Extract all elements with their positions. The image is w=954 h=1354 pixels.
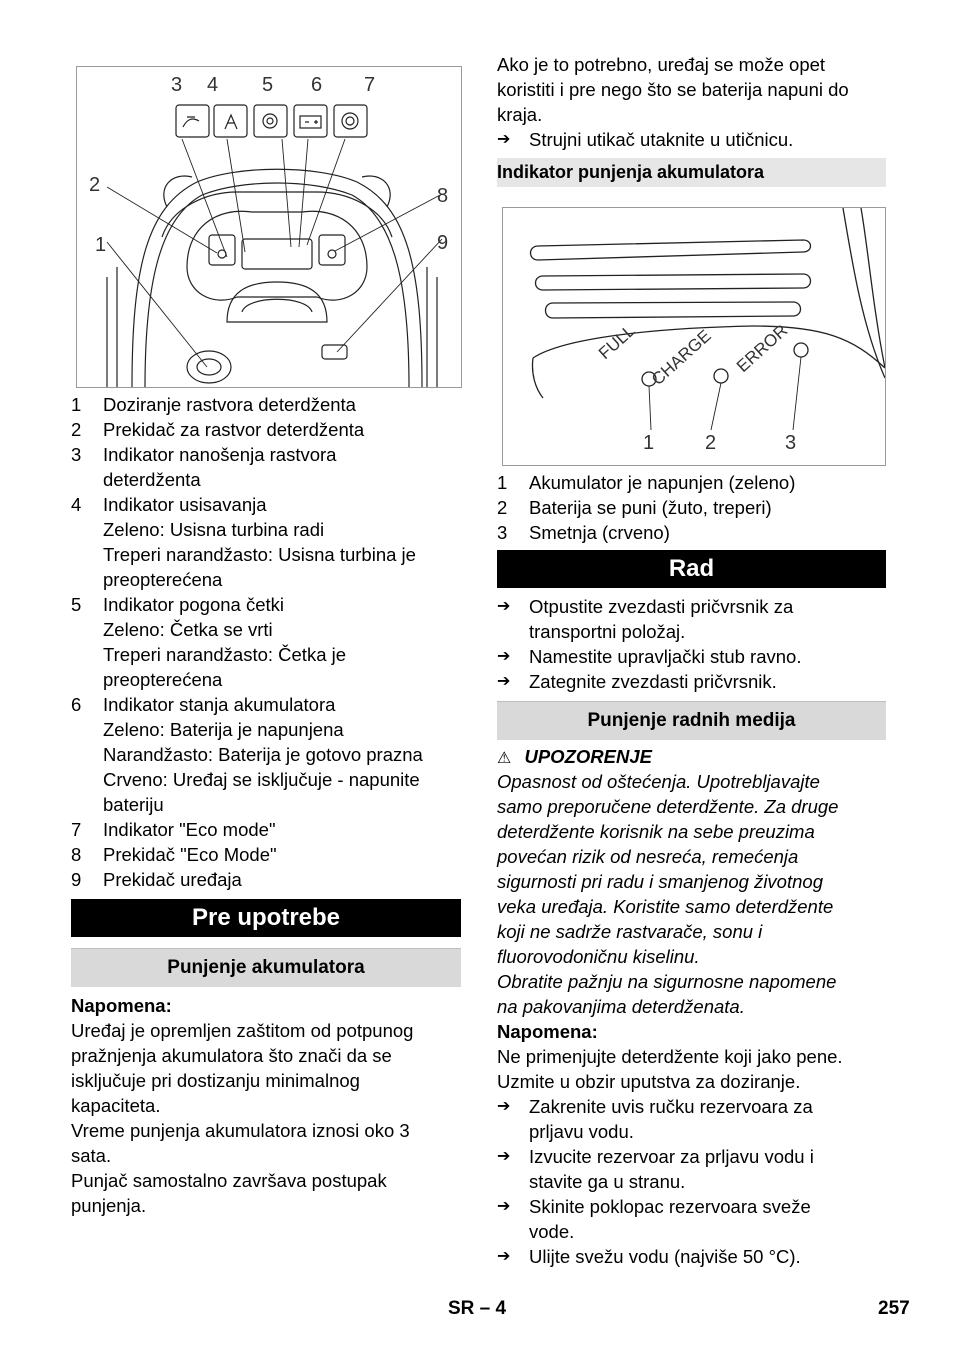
charge-indicator-illustration xyxy=(503,208,885,465)
paragraph-line: sata. xyxy=(71,1145,112,1166)
step-text: prljavu vodu. xyxy=(529,1121,634,1142)
note-label: Napomena: xyxy=(71,995,172,1016)
step-text: vode. xyxy=(529,1221,575,1242)
legend-text: Indikator usisavanja xyxy=(103,494,267,515)
legend-text: bateriju xyxy=(103,794,164,815)
arrow-icon: ➔ xyxy=(497,1248,511,1265)
paragraph-line: punjenja. xyxy=(71,1195,147,1216)
legend-number: 3 xyxy=(71,444,82,465)
section-title-pre-upotrebe: Pre upotrebe xyxy=(71,899,461,937)
warning-line: na pakovanjima deterdženata. xyxy=(497,996,745,1017)
arrow-icon: ➔ xyxy=(497,648,511,665)
warning-line: sigurnosti pri radu i smanjenog životnog xyxy=(497,871,823,892)
legend-text: Crveno: Uređaj se isključuje - napunite xyxy=(103,769,420,790)
legend-text: Akumulator je napunjen (zeleno) xyxy=(529,472,796,493)
subsection-title-punjenje-akumulatora: Punjenje akumulatora xyxy=(71,948,461,987)
battery-icon-box xyxy=(294,105,327,137)
footer-page-number: 257 xyxy=(878,1298,910,1319)
callout-2: 2 xyxy=(89,174,101,196)
legend-number: 1 xyxy=(497,472,508,493)
warning-line: fluorovodoničnu kiselinu. xyxy=(497,946,700,967)
full-label: FULL xyxy=(594,321,639,363)
legend-number: 3 xyxy=(497,522,508,543)
paragraph-line: pražnjenja akumulatora što znači da se xyxy=(71,1045,392,1066)
legend-text: deterdženta xyxy=(103,469,201,490)
legend-text: Doziranje rastvora deterdženta xyxy=(103,394,356,415)
legend-text: Zeleno: Baterija je napunjena xyxy=(103,719,344,740)
warning-heading xyxy=(497,744,652,771)
step-text: stavite ga u stranu. xyxy=(529,1171,686,1192)
legend-text: preopterećena xyxy=(103,669,223,690)
note-line: Ne primenjujte deterdžente koji jako pene. xyxy=(497,1046,843,1067)
legend-text: Prekidač za rastvor deterdženta xyxy=(103,419,365,440)
legend-text: Treperi narandžasto: Četka je xyxy=(103,644,347,665)
warning-line: veka uređaja. Koristite samo deterdžente xyxy=(497,896,834,917)
subsection-title-punjenje-radnih-medija: Punjenje radnih medija xyxy=(497,701,886,740)
arrow-icon: ➔ xyxy=(497,131,511,148)
callout-3: 3 xyxy=(785,432,797,454)
step-text: Ulijte svežu vodu (najviše 50 °C). xyxy=(529,1246,801,1267)
arrow-icon: ➔ xyxy=(497,598,511,615)
indicator-heading: Indikator punjenja akumulatora xyxy=(497,158,886,187)
footer-section: SR – 4 xyxy=(448,1298,507,1319)
section-title-rad: Rad xyxy=(497,550,886,588)
step-text: Namestite upravljački stub ravno. xyxy=(529,646,802,667)
charge-indicator-figure xyxy=(502,207,886,466)
arrow-icon: ➔ xyxy=(497,1198,511,1215)
step-text: Zakrenite uvis ručku rezervoara za xyxy=(529,1096,813,1117)
paragraph-line: Punjač samostalno završava postupak xyxy=(71,1170,387,1191)
intro-line: koristiti i pre nego što se baterija napuni do xyxy=(497,79,849,100)
control-panel-figure xyxy=(76,66,462,388)
warning-line: povećan rizik od nesreća, remećenja xyxy=(497,846,799,867)
warning-line: Opasnost od oštećenja. Upotrebljavajte xyxy=(497,771,820,792)
suction-icon-box xyxy=(214,105,247,137)
eco-icon-box xyxy=(334,105,367,137)
callout-1: 1 xyxy=(643,432,655,454)
paragraph-line: kapaciteta. xyxy=(71,1095,161,1116)
warning-line: koji ne sadrže rastvarače, sonu i xyxy=(497,921,763,942)
callout-3: 3 xyxy=(171,74,183,96)
legend-text: preopterećena xyxy=(103,569,223,590)
intro-line: kraja. xyxy=(497,104,543,125)
callout-1: 1 xyxy=(95,234,107,256)
callout-9: 9 xyxy=(437,232,449,254)
legend-number: 2 xyxy=(497,497,508,518)
warning-icon: ⚠ xyxy=(497,750,512,767)
legend-number: 2 xyxy=(71,419,82,440)
charge-label: CHARGE xyxy=(647,326,715,389)
detergent-icon-box xyxy=(176,105,209,137)
callout-6: 6 xyxy=(311,74,323,96)
legend-text: Prekidač "Eco Mode" xyxy=(103,844,277,865)
legend-text: Zeleno: Usisna turbina radi xyxy=(103,519,325,540)
warning-label: UPOZORENJE xyxy=(524,746,652,767)
error-label: ERROR xyxy=(732,320,792,376)
warning-line: Obratite pažnju na sigurnosne napomene xyxy=(497,971,837,992)
legend-number: 8 xyxy=(71,844,82,865)
paragraph-line: isključuje pri dostizanju minimalnog xyxy=(71,1070,360,1091)
control-panel-illustration xyxy=(77,67,461,387)
legend-text: Zeleno: Četka se vrti xyxy=(103,619,273,640)
legend-text: Prekidač uređaja xyxy=(103,869,242,890)
note-line: Uzmite u obzir uputstva za doziranje. xyxy=(497,1071,801,1092)
paragraph-line: Vreme punjenja akumulatora iznosi oko 3 xyxy=(71,1120,410,1141)
legend-number: 1 xyxy=(71,394,82,415)
legend-number: 5 xyxy=(71,594,82,615)
legend-text: Indikator pogona četki xyxy=(103,594,285,615)
legend-number: 6 xyxy=(71,694,82,715)
note-label: Napomena: xyxy=(497,1021,598,1042)
warning-line: deterdžente korisnik na sebe preuzima xyxy=(497,821,815,842)
arrow-icon: ➔ xyxy=(497,1148,511,1165)
callout-4: 4 xyxy=(207,74,219,96)
legend-text: Narandžasto: Baterija je gotovo prazna xyxy=(103,744,423,765)
step-text: transportni položaj. xyxy=(529,621,686,642)
arrow-icon: ➔ xyxy=(497,673,511,690)
callout-5: 5 xyxy=(262,74,274,96)
legend-number: 7 xyxy=(71,819,82,840)
warning-line: samo preporučene deterdžente. Za druge xyxy=(497,796,839,817)
callout-8: 8 xyxy=(437,185,449,207)
intro-line: Ako je to potrebno, uređaj se može opet xyxy=(497,54,826,75)
callout-2: 2 xyxy=(705,432,717,454)
legend-text: Indikator "Eco mode" xyxy=(103,819,276,840)
legend-text: Baterija se puni (žuto, treperi) xyxy=(529,497,772,518)
legend-number: 4 xyxy=(71,494,82,515)
callout-7: 7 xyxy=(364,74,376,96)
legend-number: 9 xyxy=(71,869,82,890)
legend-text: Indikator stanja akumulatora xyxy=(103,694,336,715)
step-text: Zategnite zvezdasti pričvrsnik. xyxy=(529,671,777,692)
legend-text: Smetnja (crveno) xyxy=(529,522,670,543)
step-text: Izvucite rezervoar za prljavu vodu i xyxy=(529,1146,814,1167)
step-text: Otpustite zvezdasti pričvrsnik za xyxy=(529,596,794,617)
legend-text: Indikator nanošenja rastvora xyxy=(103,444,337,465)
brush-icon-box xyxy=(254,105,287,137)
legend-text: Treperi narandžasto: Usisna turbina je xyxy=(103,544,416,565)
arrow-icon: ➔ xyxy=(497,1098,511,1115)
paragraph-line: Uređaj je opremljen zaštitom od potpunog xyxy=(71,1020,414,1041)
step-text: Skinite poklopac rezervoara sveže xyxy=(529,1196,811,1217)
